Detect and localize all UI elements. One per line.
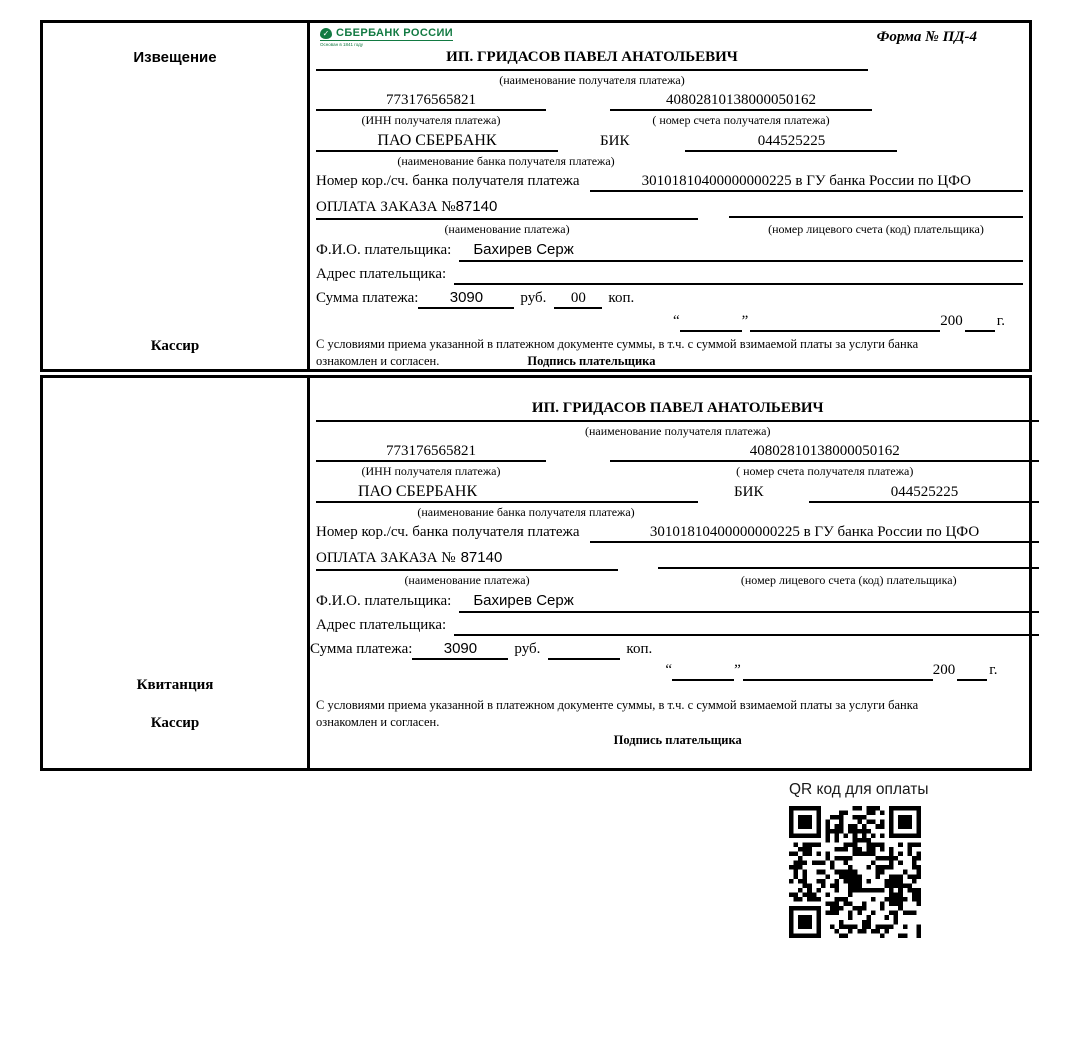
bank-label: (наименование банка получателя платежа) bbox=[417, 505, 635, 519]
purpose-number: 87140 bbox=[460, 549, 503, 566]
payee-bank-value: ПАО СБЕРБАНК bbox=[316, 483, 698, 503]
notice-fields bbox=[310, 23, 1029, 369]
payee-name-label: (наименование получателя платежа) bbox=[499, 73, 685, 87]
date-month-line bbox=[750, 313, 940, 332]
bik-value: 044525225 bbox=[685, 133, 897, 152]
sum-kop-value: 00 bbox=[554, 290, 602, 309]
cashier-label: Кассир bbox=[150, 338, 200, 354]
inn-label: (ИНН получателя платежа) bbox=[361, 464, 501, 478]
payee-inn-value: 773176565821 bbox=[316, 443, 546, 462]
purpose-label: ОПЛАТА ЗАКАЗА № bbox=[316, 550, 456, 566]
purpose-number: 87140 bbox=[455, 198, 498, 215]
payer-code-caption: (номер лицевого счета (код) плательщика) bbox=[768, 222, 984, 236]
quote-close: ” bbox=[741, 313, 749, 329]
corr-label: Номер кор./сч. банка получателя платежа bbox=[316, 173, 580, 189]
agreement-line2: ознакомлен и согласен. bbox=[316, 353, 440, 368]
payer-name-label: Ф.И.О. плательщика: bbox=[316, 593, 452, 609]
corr-value: 30101810400000000225 в ГУ банка России по ЦФО bbox=[590, 173, 1023, 192]
bik-value: 044525225 bbox=[809, 484, 1039, 503]
kop-label: коп. bbox=[626, 641, 653, 657]
agreement-line1: С условиями приема указанной в платежном документе суммы, в т.ч. с суммой взимаемой платы за услуги банка bbox=[316, 337, 919, 351]
sum-rub-value: 3090 bbox=[418, 289, 514, 309]
rub-label: руб. bbox=[514, 641, 541, 657]
payer-address-value bbox=[454, 617, 1039, 636]
purpose-line bbox=[316, 549, 618, 571]
date-month-line bbox=[743, 662, 933, 681]
quote-close: ” bbox=[734, 662, 741, 678]
payer-code-line bbox=[729, 199, 1023, 218]
sum-label: Сумма платежа: bbox=[310, 641, 413, 657]
sberbank-check-icon: ✓ bbox=[320, 28, 332, 39]
date-day-line bbox=[672, 662, 734, 681]
account-label: ( номер счета получателя платежа) bbox=[736, 464, 914, 478]
corr-value: 30101810400000000225 в ГУ банка России по ЦФО bbox=[590, 524, 1040, 543]
rub-label: руб. bbox=[520, 290, 547, 306]
bik-label: БИК bbox=[734, 484, 764, 500]
notice-stub bbox=[43, 23, 310, 369]
payer-code-line bbox=[658, 550, 1039, 569]
kop-label: коп. bbox=[608, 290, 635, 306]
signature-label: Подпись плательщика bbox=[613, 733, 742, 747]
quote-open: “ bbox=[665, 662, 673, 678]
payee-name-label: (наименование получателя платежа) bbox=[584, 424, 771, 438]
agreement-line1: С условиями приема указанной в платежном документе суммы, в т.ч. с суммой взимаемой платы за услуги банка bbox=[316, 698, 919, 712]
inn-label: (ИНН получателя платежа) bbox=[361, 113, 501, 127]
year-prefix: 200 bbox=[932, 662, 956, 678]
payer-name-value: Бахирев Серж bbox=[459, 241, 1023, 262]
bik-label: БИК bbox=[600, 133, 630, 149]
year-prefix: 200 bbox=[940, 313, 963, 329]
sum-label: Сумма платежа: bbox=[316, 290, 419, 306]
payee-inn-value: 773176565821 bbox=[316, 92, 546, 111]
bank-label: (наименование банка получателя платежа) bbox=[397, 154, 615, 168]
purpose-line bbox=[316, 198, 698, 220]
agreement-text bbox=[316, 697, 1039, 749]
payee-name: ИП. ГРИДАСОВ ПАВЕЛ АНАТОЛЬЕВИЧ bbox=[316, 49, 868, 71]
receipt-title: Квитанция bbox=[136, 677, 214, 693]
payer-address-value bbox=[454, 266, 1023, 285]
payer-code-caption: (номер лицевого счета (код) плательщика) bbox=[740, 573, 957, 587]
notice-title: Извещение bbox=[133, 49, 217, 66]
qr-caption: QR код для оплаты bbox=[789, 781, 929, 798]
year-line bbox=[965, 313, 995, 332]
qr-block bbox=[789, 781, 929, 938]
payer-address-label: Адрес плательщика: bbox=[316, 617, 447, 633]
payee-account-value: 40802810138000050162 bbox=[610, 92, 872, 111]
year-line bbox=[957, 662, 987, 681]
corr-label: Номер кор./сч. банка получателя платежа bbox=[316, 524, 580, 540]
payer-name-label: Ф.И.О. плательщика: bbox=[316, 242, 452, 258]
year-suffix: г. bbox=[989, 662, 998, 678]
agreement-line2: ознакомлен и согласен. bbox=[316, 714, 440, 729]
sum-rub-value: 3090 bbox=[412, 640, 508, 660]
quote-open: “ bbox=[672, 313, 680, 329]
signature-label: Подпись плательщика bbox=[527, 353, 656, 368]
sberbank-logo-text: СБЕРБАНК РОССИИ bbox=[336, 27, 454, 39]
notice-section bbox=[40, 20, 1032, 372]
qr-code-image bbox=[789, 806, 921, 938]
payer-name-value: Бахирев Серж bbox=[459, 592, 1039, 613]
receipt-stub bbox=[43, 378, 310, 768]
form-number: Форма № ПД-4 bbox=[876, 29, 977, 45]
year-suffix: г. bbox=[996, 313, 1005, 329]
payee-name: ИП. ГРИДАСОВ ПАВЕЛ АНАТОЛЬЕВИЧ bbox=[316, 400, 1039, 422]
payer-address-label: Адрес плательщика: bbox=[316, 266, 447, 282]
receipt-fields bbox=[310, 378, 1045, 768]
account-label: ( номер счета получателя платежа) bbox=[652, 113, 830, 127]
cashier-label: Кассир bbox=[150, 715, 200, 731]
date-day-line bbox=[680, 313, 742, 332]
receipt-section bbox=[40, 375, 1032, 771]
purpose-caption: (наименование платежа) bbox=[444, 222, 570, 236]
payee-bank-value: ПАО СБЕРБАНК bbox=[316, 132, 558, 152]
payee-account-value: 40802810138000050162 bbox=[610, 443, 1039, 462]
purpose-caption: (наименование платежа) bbox=[404, 573, 530, 587]
sum-kop-value bbox=[548, 641, 620, 660]
agreement-text bbox=[316, 336, 1023, 369]
purpose-label: ОПЛАТА ЗАКАЗА № bbox=[316, 199, 456, 215]
sberbank-tagline: Основан в 1841 году bbox=[320, 42, 364, 47]
sberbank-logo bbox=[320, 27, 453, 47]
